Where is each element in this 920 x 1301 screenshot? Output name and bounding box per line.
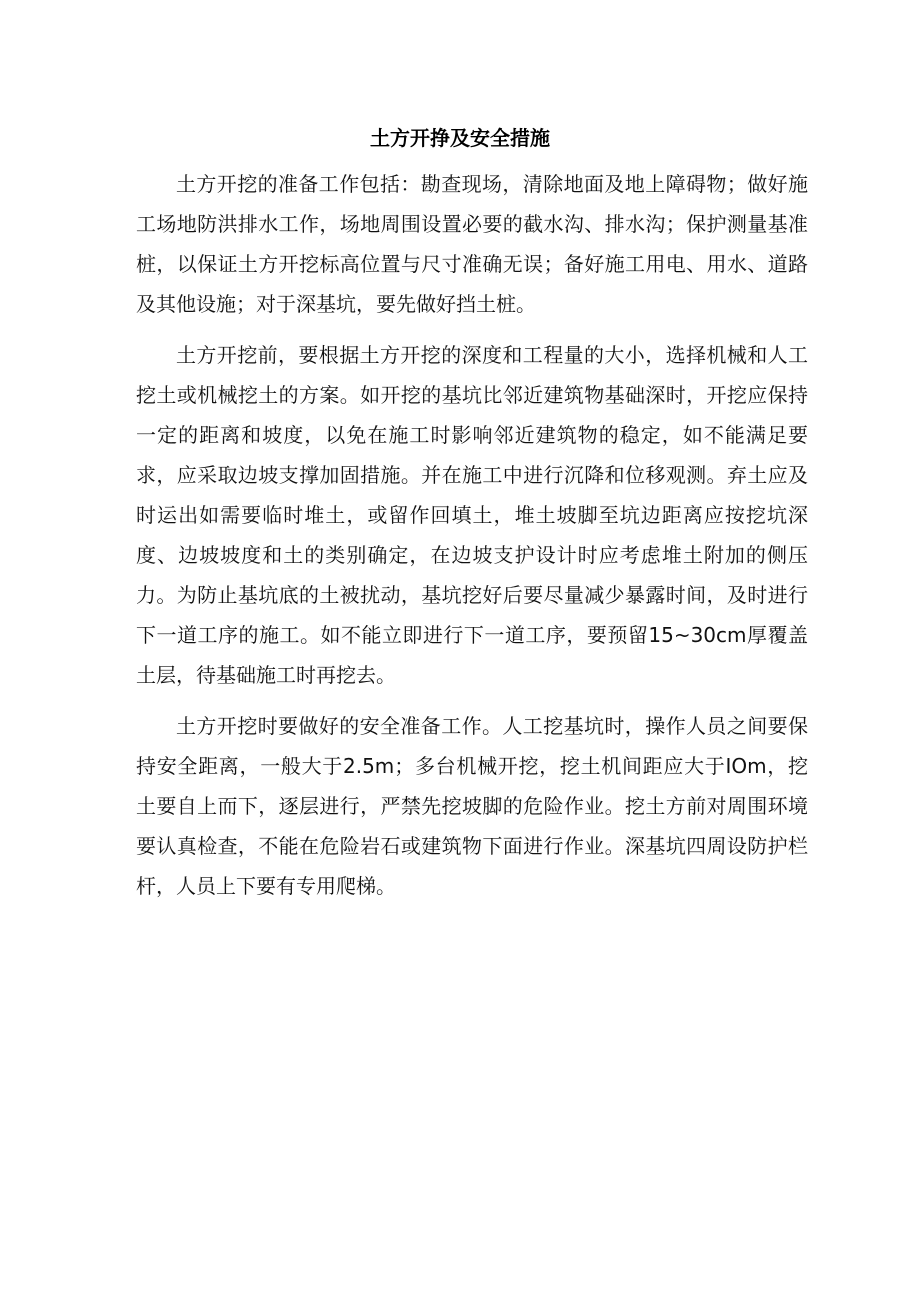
document-body bbox=[136, 164, 808, 917]
paragraph-excavation-plan: 土方开挖前，要根据土方开挖的深度和工程量的大小，选择机械和人工挖土或机械挖土的方案。如开挖的基坑比邻近建筑物基础深时，开挖应保持一定的距离和坡度，以免在施工时影响邻近建筑物的稳定，如不能满足要求，应采取边坡支撑加固措施。并在施工中进行沉降和位移观测。弃土应及时运出如需要临时堆土，或留作回填土，堆土坡脚至坑边距离应按挖坑深度、边坡坡度和土的类别确定，在边坡支护设计时应考虑堆土附加的侧压力。为防止基坑底的土被扰动，基坑挖好后要尽量减少暴露时间，及时进行下一道工序的施工。如不能立即进行下一道工序，要预留15~30cm厚覆盖土层，待基础施工时再挖去。 bbox=[136, 343, 808, 687]
paragraph-safety: 土方开挖时要做好的安全准备工作。人工挖基坑时，操作人员之间要保持安全距离，一般大于2.5m；多台机械开挖，挖土机间距应大于IOm，挖土要自上而下，逐层进行，严禁先挖坡脚的危险作业。挖土方前对周围环境要认真检查，不能在危险岩石或建筑物下面进行作业。深基坑四周设防护栏杆，人员上下要有专用爬梯。 bbox=[136, 714, 808, 898]
document-title: 土方开挣及安全措施 bbox=[370, 126, 550, 150]
paragraph-preparation: 土方开挖的准备工作包括：勘查现场，清除地面及地上障碍物；做好施工场地防洪排水工作，场地周围设置必要的截水沟、排水沟；保护测量基准桩，以保证土方开挖标高位置与尺寸准确无误；备好施工用电、用水、道路及其他设施；对于深基坑，要先做好挡土桩。 bbox=[136, 172, 808, 316]
